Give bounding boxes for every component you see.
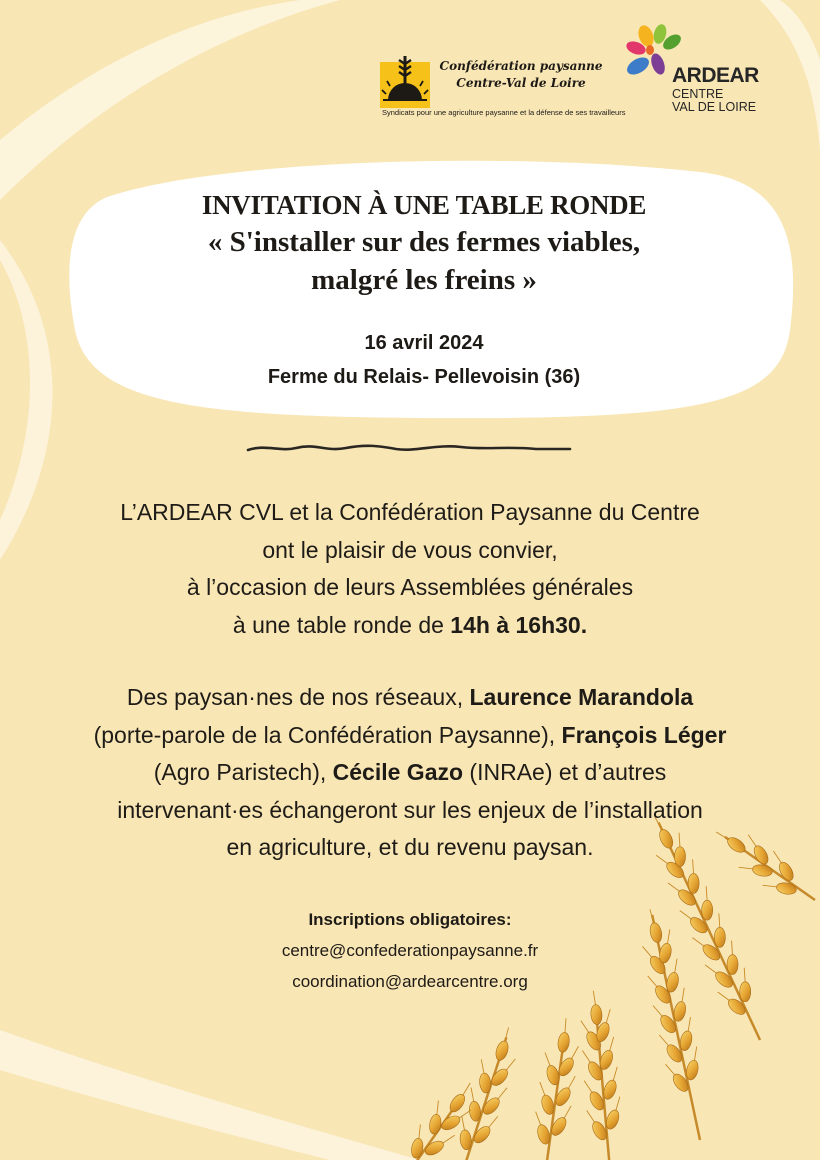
event-date: 16 avril 2024 (364, 332, 484, 354)
speaker-name-leger: François Léger (561, 721, 727, 748)
confederation-name-line2: Centre-Val de Loire (456, 76, 586, 90)
confederation-name (436, 58, 606, 92)
subtitle-line1: « S'installer sur des fermes viables, (207, 226, 641, 258)
speaker-name-marandola: Laurence Marandola (469, 684, 694, 710)
registration-email-1[interactable]: centre@confederationpaysanne.fr (281, 941, 539, 960)
registration-label: Inscriptions obligatoires: (308, 910, 512, 929)
ardear-logo (624, 24, 774, 124)
confederation-tagline: Syndicats pour une agriculture paysanne et la défense de ses travailleurs (382, 108, 626, 117)
intro-line1: L’ARDEAR CVL et la Confédération Paysanne du Centre (120, 499, 700, 525)
speakers-paragraph (30, 679, 790, 867)
speakers-line3-prefix: (Agro Paristech), (153, 759, 333, 785)
ardear-brand: ARDEAR (672, 64, 759, 87)
intro-paragraph (30, 494, 790, 644)
speakers-line4: intervenant·es échangeront sur les enjeux de l’installation (117, 796, 703, 823)
speakers-line2 (30, 717, 790, 755)
registration-block (160, 904, 660, 997)
ardear-subtitle (672, 88, 756, 114)
ardear-sub-line2: VAL DE LOIRE (672, 100, 757, 114)
squiggle-divider (246, 440, 572, 456)
invitation-title: INVITATION À UNE TABLE RONDE (201, 190, 647, 220)
speakers-line3-suffix: (INRAe) et d’autres (463, 759, 667, 785)
intro-line2: ont le plaisir de vous convier, (262, 536, 558, 563)
intro-line4 (30, 607, 790, 645)
wheat-sun-icon (380, 54, 430, 108)
confederation-logo (380, 44, 626, 124)
speaker-name-gazo: Cécile Gazo (332, 759, 464, 785)
intro-line4-prefix: à une table ronde de (232, 611, 451, 638)
subtitle-line2: malgré les freins » (311, 264, 537, 296)
speakers-line1-prefix: Des paysan·nes de nos réseaux, (126, 684, 470, 710)
confederation-name-line1: Confédération paysanne (439, 59, 603, 73)
intro-line3: à l’occasion de leurs Assemblées générales (186, 574, 634, 600)
event-location: Ferme du Relais- Pellevoisin (36) (267, 366, 581, 388)
speakers-line1 (30, 679, 790, 717)
ardear-sub-line1: CENTRE (672, 87, 724, 101)
speakers-line2-text: (porte-parole de la Confédération Paysanne), (93, 721, 562, 748)
registration-email-2[interactable]: coordination@ardearcentre.org (292, 972, 528, 991)
header-card (68, 170, 780, 416)
event-time: 14h à 16h30. (450, 611, 588, 638)
speakers-line5: en agriculture, et du revenu paysan. (226, 834, 594, 860)
speakers-line3 (30, 754, 790, 792)
